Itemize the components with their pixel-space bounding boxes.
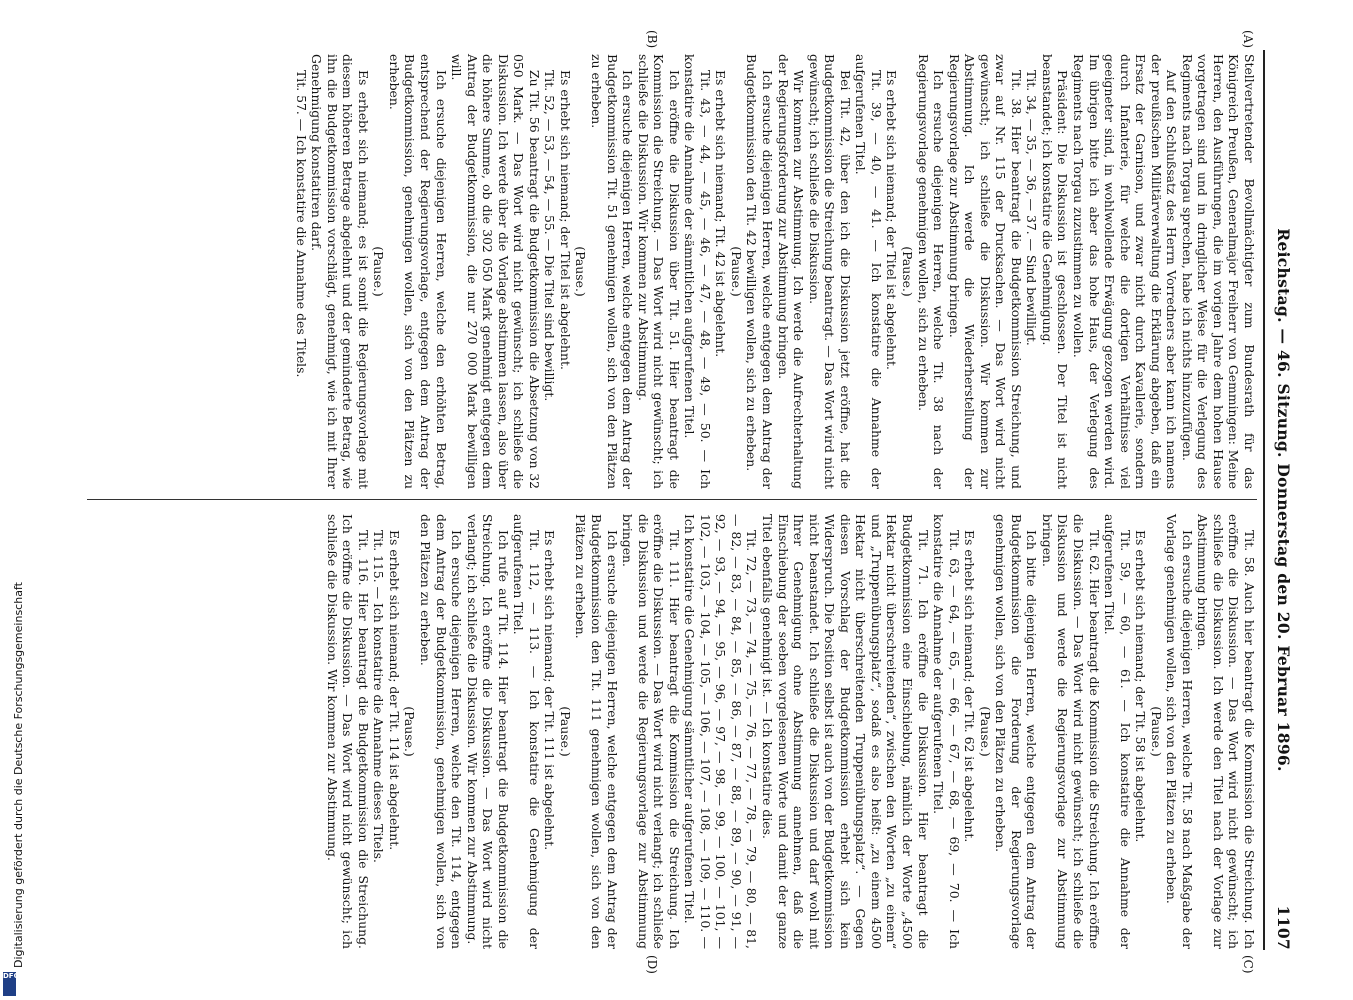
paragraph: Tit. 43, — 44, — 45, — 46, — 47, — 48, — 49, — 50. — Ich konstatire die Annahme der sämmtlichen aufgerufenen Titel. xyxy=(682,54,713,489)
header-title: Reichstag. — 46. Sitzung. Donnerstag den 20. Februar 1896. xyxy=(1274,228,1293,772)
margin-marker-d: (D) xyxy=(645,955,659,974)
page-number: 1107 xyxy=(1274,905,1293,950)
margin-marker-a: (A) xyxy=(1241,30,1255,49)
paragraph: Tit. 62. Hier beantragt die Kommission die Streichung. Ich eröffne die Diskussion. — Das Wort wird nicht gewünscht; ich schließe die Diskussion und werde die Regierungsvorlage zur Abstimmung bringen. xyxy=(1039,514,1102,949)
paragraph: Tit. 38. Hier beantragt die Budgetkommission Streichung, und zwar auf Nr. 115 der Drucksachen. — Das Wort wird nicht gewünscht; ich schließe die Diskussion. Wir kommen zur Abstimmung. Ich werde die Wiederherstellung der Regierungsvorlage zur Abstimmung bringen. xyxy=(946,54,1024,489)
paragraph: Tit. 72, — 73, — 74, — 75, — 76, — 77, — 78, — 79, — 80, — 81, — 82, — 83, — 84, — 85, — 86, — 87, — 88, — 89, — 90, — 91, — 92, — 93, — 94, — 95, — 96, — 97, — 98, — 99, — 100, — 101, — 102, — 103, — 104, — 105, — 106, — 107, — 108, — 109, — 110. — Ich konstatire die Genehmigung sämmtlicher aufgerufenen Titel. xyxy=(682,514,760,949)
paragraph: Es erhebt sich niemand; der Tit. 62 ist abgelehnt. xyxy=(962,530,978,843)
paragraph: Es erhebt sich niemand; Tit. 42 ist abgelehnt. xyxy=(713,70,729,358)
header-rule xyxy=(1264,50,1266,950)
paragraph: Ich ersuche diejenigen Herren, welche entgegen dem Antrag der Budgetkommission Tit. 51 genehmigen wollen, sich von den Plätzen zu erheben. xyxy=(589,54,636,489)
paragraph: Tit. 58. Auch hier beantragt die Kommission die Streichung. Ich eröffne die Diskussion. — Das Wort wird nicht gewünscht; ich schließe die Diskussion. Ich werde den Titel nach der Vorlage zur Abstimmung bringen. xyxy=(1195,514,1257,949)
dfg-logo-text: DFG xyxy=(3,972,20,980)
paragraph: Tit. 116. Hier beantragt die Budgetkommission die Streichung. Ich eröffne die Diskussion. — Das Wort wird nicht gewünscht; ich schließe die Diskussion. Wir kommen zur Abstimmung. xyxy=(324,514,371,949)
digitization-note: Digitalisierung gefördert durch die Deutsche Forschungsgemeinschaft xyxy=(12,582,25,968)
paragraph: Tit. 112, — 113. — Ich konstatire die Genehmigung der aufgerufenen Titel. xyxy=(511,514,542,949)
paragraph: Tit. 63, — 64, — 65, — 66, — 67, — 68, — 69, — 70. — Ich konstatire die Annahme der aufgerufenen Titel. xyxy=(931,514,962,949)
margin-marker-c: (C) xyxy=(1241,955,1255,974)
paragraph: Es erhebt sich niemand; der Titel ist abgelehnt. xyxy=(884,70,900,370)
paragraph: Tit. 71. Ich eröffne die Diskussion. Hier beantragt die Budgetkommission eine Einschiebung, nämlich der Worte „4500 Hektar nicht überschreitenden“, zwischen den Worten „zu einem“ und „Truppenübungsplatz“, sodaß es also heißt: „zu einem 4500 Hektar nicht überschreitenden Truppenübungsplatz“. — Gegen diesen Vorschlag der Budgetkommission erhebt sich kein Widerspruch. Die Position selbst ist auch von der Budgetkommission nicht beanstandet. Ich schließe die Diskussion und darf wohl mit Ihrer Genehmigung ohne Abstimmung annehmen, daß die Einschiebung der soeben vorgelesenen Worte und damit der ganze Titel ebenfalls genehmigt ist. — Ich konstatire dies. xyxy=(760,514,931,949)
paragraph: Ich eröffne die Diskussion über Tit. 51. Hier beantragt die Kommission die Streichung. — Das Wort wird nicht gewünscht; ich schließe die Diskussion. Wir kommen zur Abstimmung. xyxy=(635,54,682,489)
paragraph: (Pause.) xyxy=(899,246,915,297)
paragraph: Präsident: Die Diskussion ist geschlossen. Der Titel ist nicht beanstandet; ich konstatire die Genehmigung. xyxy=(1039,54,1071,489)
paragraph: Es erhebt sich niemand; der Tit. 58 ist abgelehnt. xyxy=(1133,530,1149,843)
paragraph: Tit. 111. Hier beantragt die Kommission die Streichung. Ich eröffne die Diskussion. — Das Wort wird nicht verlangt; ich schließe die Diskussion und werde die Regierungsvorlage zur Abstimmung bringen. xyxy=(620,514,682,949)
running-head xyxy=(1267,50,1295,950)
paragraph: Es erhebt sich niemand; der Tit. 114 ist abgelehnt. xyxy=(386,530,402,851)
paragraph: Ich bitte diejenigen Herren, welche entgegen dem Antrag der Budgetkommission die Forderung der Regierungsvorlage genehmigen wollen, sich von den Plätzen zu erheben. xyxy=(993,514,1040,949)
paragraph: Zu Tit. 56 beantragt die Budgetkommission die Absetzung von 32 050 Mark. — Das Wort wird nicht gewünscht; ich schließe die Diskussion. Ich werde über die Vorlage abstimmen lassen, also über die höhere Summe, ob die 302 050 Mark genehmigt entgegen dem Antrag der Budgetkommission, die nur 270 000 Mark bewilligen will. xyxy=(449,54,542,489)
paragraph: Tit. 34, — 35, — 36, — 37. — Sind bewilligt. xyxy=(1024,70,1040,346)
paragraph: Ich ersuche diejenigen Herren, welche entgegen dem Antrag der Budgetkommission den Tit. 42 bewilligen wollen, sich zu erheben. xyxy=(744,54,776,489)
paragraph: Tit. 115. — Ich konstatire die Annahme dieses Titels. xyxy=(371,530,387,863)
paragraph: (Pause.) xyxy=(557,706,573,757)
paragraph: (Pause.) xyxy=(371,246,387,297)
paragraph: (Pause.) xyxy=(402,706,418,757)
paragraph: (Pause.) xyxy=(1148,706,1164,757)
paragraph: (Pause.) xyxy=(977,706,993,757)
paragraph: Bei Tit. 42, über den ich die Diskussion jetzt eröffne, hat die Budgetkommission die Streichung beantragt. — Das Wort wird nicht gewünscht; ich schließe die Diskussion. xyxy=(806,54,853,489)
paragraph: Stellvertretender Bevollmächtigter zum Bundesrath für das Königreich Preußen, Generalmajor Freiherr von Gemmingen: Meine Herren, den Ausführungen, die im vorigen Jahre dem hohen Hause vorgetragen sind und in dringlicher Weise für die Verlegung des Regiments nach Torgau sprechen, habe ich nichts hinzuzufügen. xyxy=(1179,54,1257,489)
column-divider xyxy=(87,499,1257,500)
left-text-column xyxy=(293,54,1257,489)
paragraph: Ich ersuche diejenigen Herren, welche Tit. 58 nach Maßgabe der Vorlage genehmigen wollen, sich von den Plätzen zu erheben. xyxy=(1164,514,1195,949)
paragraph: Tit. 59, — 60, — 61. — Ich konstatire die Annahme der aufgerufenen Titel. xyxy=(1102,514,1133,949)
paragraph: (Pause.) xyxy=(573,246,589,297)
margin-marker-b: (B) xyxy=(645,30,659,49)
paragraph: Ich ersuche diejenigen Herren, welche Tit. 38 nach der Regierungsvorlage genehmigen wollen, sich zu erheben. xyxy=(915,54,947,489)
dfg-logo xyxy=(3,972,20,996)
paragraph: Auf den Schlußsatz des Herrn Vorredners aber kann ich namens der preußischen Militärverwaltung die Erklärung abgeben, daß ein Ersatz der Garnison, und zwar nicht durch Kavallerie, sondern durch Infanterie, für welche die dortigen Verhältnisse viel geeigneter sind, in wohlwollende Erwägung gezogen werden wird. Im übrigen bitte ich aber das hohe Haus, der Verlegung des Regiments nach Torgau zuzustimmen zu wollen. xyxy=(1070,54,1180,489)
paragraph: Wir kommen zur Abstimmung. Ich werde die Aufrechterhaltung der Regierungsforderung zur Abstimmung bringen. xyxy=(775,54,807,489)
paragraph: Es erhebt sich niemand; der Tit. 111 ist abgelehnt. xyxy=(542,530,558,851)
paragraph: Es erhebt sich niemand; es ist somit die Regierungsvorlage mit diesem höheren Betrage abgelehnt und der geminderte Betrag, wie ihn die Budgetkommission vorschlägt, genehmigt, wie ich mit Ihrer Genehmigung konstatiren darf. xyxy=(309,54,371,489)
paragraph: (Pause.) xyxy=(728,246,744,297)
paragraph: Tit. 52, — 53, — 54, — 55. — Die Titel sind bewilligt. xyxy=(542,70,558,402)
paragraph: Ich ersuche diejenigen Herren, welche den Tit. 114, entgegen dem Antrag der Budgetkommission, genehmigen wollen, sich von den Plätzen zu erheben. xyxy=(418,514,465,949)
right-text-column xyxy=(324,514,1257,949)
paragraph: Ich ersuche diejenigen Herren, welche den erhöhten Betrag, entsprechend der Regierungsvorlage, entgegen dem Antrag der Budgetkommission, genehmigen wollen, sich von den Plätzen zu erheben. xyxy=(386,54,449,489)
paragraph: Tit. 39, — 40, — 41. — Ich konstatire die Annahme der aufgerufenen Titel. xyxy=(853,54,884,489)
paragraph: Es erhebt sich niemand; der Titel ist abgelehnt. xyxy=(557,70,573,370)
paragraph: Ich rufe auf Tit. 114. Hier beantragt die Budgetkommission die Streichung. Ich eröffne die Diskussion. — Das Wort wird nicht verlangt; ich schließe die Diskussion. Wir kommen zur Abstimmung. xyxy=(464,514,511,949)
paragraph: Tit. 57. — Ich konstatire die Annahme des Titels. xyxy=(293,70,309,378)
paragraph: Ich ersuche diejenigen Herren, welche entgegen dem Antrag der Budgetkommission den Tit. 111 genehmigen wollen, sich von den Plätzen zu erheben. xyxy=(573,514,620,949)
